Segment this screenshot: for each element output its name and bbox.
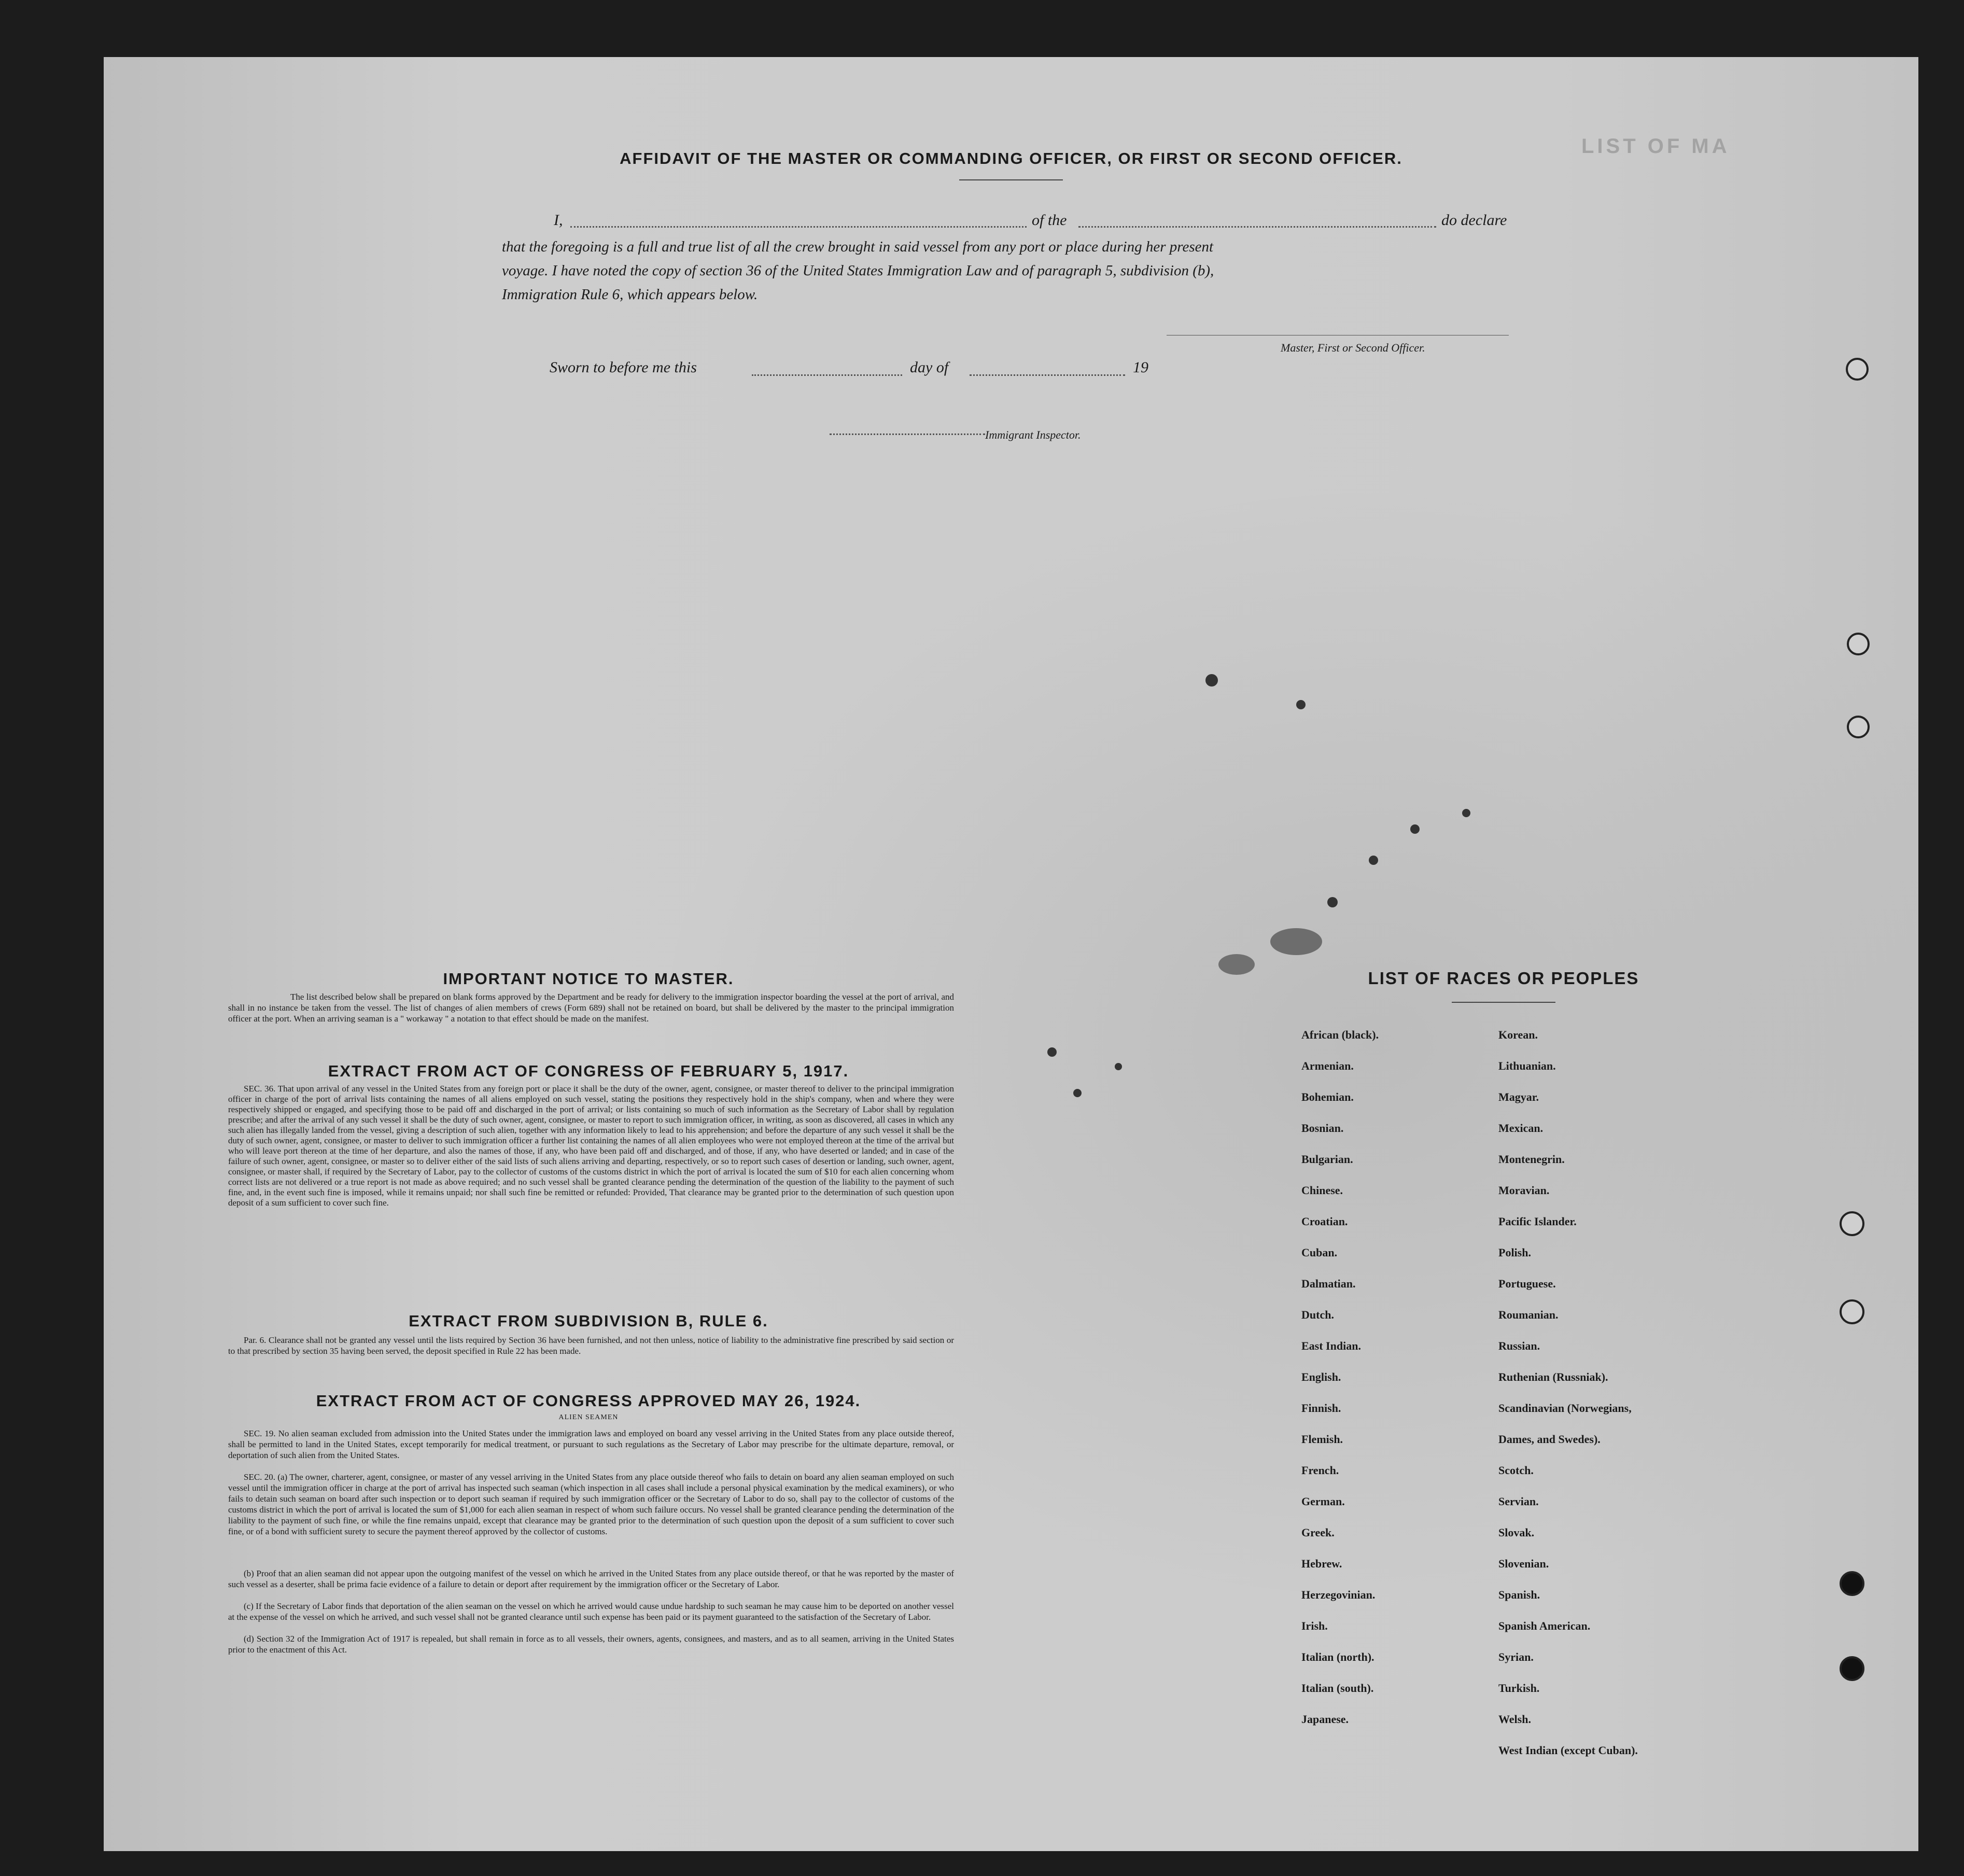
race-list-item: Bulgarian.	[1301, 1153, 1353, 1166]
affidavit-line4: Immigration Rule 6, which appears below.	[502, 286, 758, 303]
race-list-item: Japanese.	[1301, 1713, 1349, 1726]
ink-stain	[1296, 700, 1306, 709]
name-blank	[570, 226, 1027, 228]
extract-1924-subtitle: ALIEN SEAMEN	[558, 1413, 619, 1421]
race-list-item: Dutch.	[1301, 1308, 1334, 1321]
race-list-item: English.	[1301, 1370, 1341, 1383]
races-title-underline	[1452, 1002, 1555, 1003]
race-list-item: Bohemian.	[1301, 1090, 1354, 1103]
race-list-item: Flemish.	[1301, 1433, 1343, 1446]
vessel-blank	[1078, 226, 1436, 228]
ink-stain	[1218, 954, 1255, 975]
race-list-item: German.	[1301, 1495, 1345, 1508]
race-list-item: Slovenian.	[1498, 1557, 1549, 1570]
race-list-item: Armenian.	[1301, 1059, 1354, 1072]
ink-stain	[1462, 809, 1470, 817]
ink-stain	[1327, 897, 1338, 907]
race-list-item: Italian (north).	[1301, 1650, 1374, 1663]
race-list-item: Dames, and Swedes).	[1498, 1433, 1601, 1446]
race-list-item: Italian (south).	[1301, 1682, 1374, 1695]
sec-19: SEC. 19. No alien seaman excluded from admission into the United States under the immigration laws and employed on board any vessel arriving in the United States from any place outside thereof, shall be permitted to land in the United States, except temporarily for medical treatment, or pursuant to such regulations as the Secretary of Labor may prescribe for the ultimate departure, removal, or deportation of such alien from the United States.	[228, 1429, 954, 1460]
race-list-item: West Indian (except Cuban).	[1498, 1744, 1638, 1757]
sworn-day-of: day of	[910, 359, 949, 376]
race-list-item: Slovak.	[1498, 1526, 1535, 1539]
ink-stain	[1410, 824, 1420, 834]
inspector-blank	[830, 433, 985, 435]
notice-title: IMPORTANT NOTICE TO MASTER.	[443, 970, 734, 988]
binder-hole	[1847, 716, 1870, 738]
ink-stain	[1047, 1047, 1057, 1057]
race-list-item: French.	[1301, 1464, 1339, 1477]
race-list-item: African (black).	[1301, 1028, 1379, 1041]
sec-20a: SEC. 20. (a) The owner, charterer, agent, consignee, or master of any vessel arriving in the United States from any place outside thereof who fails to detain on board any alien seaman employed on such vessel until the immigration officer in charge at the port of arrival has inspected such seaman (which inspection in all cases shall include a personal physical examination by the medical examiners), or who fails to detain such seaman on board after such inspection or to deport such seaman if required by such immigration officer or the Secretary of Labor to do so, shall pay to the collector of customs of the customs district in which the port of arrival is located the sum of $1,000 for each alien seaman in respect of whom such failure occurs. No vessel shall be granted clearance pending the determination of the liability to the payment of such fine, or while the fine remains unpaid, except that clearance may be granted prior to the determination of such question upon the deposit of a sum sufficient to cover such fine, or of a bond with sufficient surety to secure the payment thereof approved by the collector of customs.	[228, 1472, 954, 1536]
affidavit-do-declare: do declare	[1441, 212, 1507, 229]
race-list-item: Montenegrin.	[1498, 1153, 1565, 1166]
race-list-item: Greek.	[1301, 1526, 1335, 1539]
title-underline	[959, 179, 1063, 180]
race-list-item: Ruthenian (Russniak).	[1498, 1370, 1608, 1383]
affidavit-line3: voyage. I have noted the copy of section 36 of the United States Immigration Law and of paragraph 5, subdivision (b),	[502, 262, 1214, 279]
affidavit-title: AFFIDAVIT OF THE MASTER OR COMMANDING OFFICER, OR FIRST OR SECOND OFFICER.	[620, 149, 1402, 167]
races-right-column	[1498, 1019, 1638, 1766]
race-list-item: Roumanian.	[1498, 1308, 1559, 1321]
affidavit-of-the: of the	[1032, 212, 1067, 229]
race-list-item: Irish.	[1301, 1619, 1328, 1632]
race-list-item: East Indian.	[1301, 1339, 1361, 1352]
race-list-item: Magyar.	[1498, 1090, 1539, 1103]
binder-hole	[1840, 1211, 1864, 1236]
ink-stain	[1073, 1089, 1082, 1097]
sec-20b: (b) Proof that an alien seaman did not appear upon the outgoing manifest of the vessel on which he arrived in the United States from any place outside thereof, or that he was reported by the master of such vessel as a deserter, shall be prima facie evidence of a failure to detain or deport after requirement by the immigration officer or the Secretary of Labor.	[228, 1569, 954, 1589]
ink-stain	[1115, 1063, 1122, 1070]
race-list-item: Mexican.	[1498, 1122, 1544, 1135]
race-list-item: Chinese.	[1301, 1184, 1343, 1197]
race-list-item: Bosnian.	[1301, 1122, 1344, 1135]
sec-20c: (c) If the Secretary of Labor finds that deportation of the alien seaman on the vessel on which he arrived would cause undue hardship to such seaman he may cause him to be deported on another vessel at the expense of the vessel on which he arrived, and such vessel shall not be granted clearance until such expense has been paid or its payment guaranteed to the satisfaction of the Secretary of Labor.	[228, 1601, 954, 1622]
race-list-item: Croatian.	[1301, 1215, 1348, 1228]
race-list-item: Russian.	[1498, 1339, 1540, 1352]
race-list-item: Polish.	[1498, 1246, 1531, 1259]
race-list-item: Finnish.	[1301, 1402, 1341, 1415]
race-list-item: Turkish.	[1498, 1682, 1540, 1695]
binder-hole	[1847, 633, 1870, 655]
inspector-caption: Immigrant Inspector.	[985, 428, 1081, 441]
race-list-item: Spanish American.	[1498, 1619, 1591, 1632]
extract-1917-body: SEC. 36. That upon arrival of any vessel in the United States from any foreign port or place it shall be the duty of the owner, agent, consignee, or master thereof to deliver to the principal immigration officer in charge of the port of arrival lists containing the names of all aliens employed on such vessel, stating the positions they respectively hold in the ship's company, when and where they were respectively shipped or engaged, and specifying those to be paid off and discharged in the port of arrival; or lists containing so much of such information as the Secretary of Labor shall by regulation prescribe; and after the arrival of any such vessel it shall be the duty of such owner, agent, consignee, or master to report to such immigration officer, in writing, as soon as discovered, all cases in which any such alien has illegally landed from the vessel, giving a description of such alien, together with any information likely to lead to his apprehension; and before the departure of any such vessel it shall be the duty of such owner, agent, consignee, or master to deliver to such immigration officer a further list containing the names of all alien employees who were not employed thereon at the time of the arrival but who will leave port thereon at the time of her departure, and also the names of those, if any, who have been paid off and discharged, and of those, if any, who have deserted or landed; and in case of the failure of such owner, agent, consignee, or master so to deliver either of the said lists of such aliens arriving and departing, respectively, or so to report such cases of desertion or landing, such owner, agent, consignee, or master shall, if required by the Secretary of Labor, pay to the collector of customs of the customs district in which the port of arrival is located the sum of $10 for each alien concerning whom correct lists are not delivered or a true report is not made as above required; and no such vessel shall be granted clearance pending the determination of the question of the liability to the payment of such fine, and, in the event such fine is imposed, while it remains unpaid; nor shall such fine be remitted or refunded: Provided, That clearance may be granted prior to the determination of such question upon deposit of a sum sufficient to cover such fine.	[228, 1084, 954, 1208]
binder-hole	[1840, 1656, 1864, 1681]
ink-stain	[1205, 674, 1218, 687]
races-title: LIST OF RACES OR PEOPLES	[1368, 969, 1639, 988]
race-list-item: Pacific Islander.	[1498, 1215, 1577, 1228]
race-list-item: Lithuanian.	[1498, 1059, 1556, 1072]
affidavit-i: I,	[554, 212, 563, 229]
race-list-item: Cuban.	[1301, 1246, 1338, 1259]
affidavit-line2: that the foregoing is a full and true list of all the crew brought in said vessel from any port or place during her present	[502, 239, 1214, 255]
sworn-month-blank	[970, 374, 1125, 376]
race-list-item: Hebrew.	[1301, 1557, 1342, 1570]
race-list-item: Welsh.	[1498, 1713, 1531, 1726]
binder-hole	[1840, 1571, 1864, 1596]
race-list-item: Scandinavian (Norwegians,	[1498, 1402, 1632, 1415]
sworn-day-blank	[752, 374, 902, 376]
race-list-item: Portuguese.	[1498, 1277, 1556, 1290]
bleed-through-header: LIST OF MA	[1581, 135, 1730, 158]
extract-rule6-body: Par. 6. Clearance shall not be granted any vessel until the lists required by Section 36 have been furnished, and not then unless, notice of liability to the administrative fine prescribed by said section or to that prescribed by section 35 having been served, the deposit specified in Rule 22 has been made.	[228, 1335, 954, 1356]
extract-1924-title: EXTRACT FROM ACT OF CONGRESS APPROVED MAY 26, 1924.	[316, 1392, 861, 1410]
race-list-item: Scotch.	[1498, 1464, 1534, 1477]
extract-1917-title: EXTRACT FROM ACT OF CONGRESS OF FEBRUARY 5, 1917.	[328, 1062, 849, 1080]
race-list-item: Syrian.	[1498, 1650, 1534, 1663]
document-page	[104, 57, 1918, 1851]
race-list-item: Spanish.	[1498, 1588, 1540, 1601]
extract-rule6-title: EXTRACT FROM SUBDIVISION B, RULE 6.	[409, 1312, 768, 1330]
race-list-item: Servian.	[1498, 1495, 1539, 1508]
races-left-column	[1301, 1019, 1379, 1735]
race-list-item: Dalmatian.	[1301, 1277, 1356, 1290]
signature-caption: Master, First or Second Officer.	[1281, 341, 1425, 354]
sworn-prefix: Sworn to before me this	[550, 359, 697, 376]
race-list-item: Korean.	[1498, 1028, 1538, 1041]
sworn-year: 19	[1133, 359, 1148, 376]
notice-body: The list described below shall be prepared on blank forms approved by the Department and be ready for delivery to the immigration inspector boarding the vessel at the port of arrival, and shall in no instance be taken from the vessel. The list of changes of alien members of crews (Form 689) shall not be retained on board, but shall be delivered by the master to the principal immigration officer at the port. When an arriving seaman is a " workaway " a notation to that effect should be made on the manifest.	[228, 992, 954, 1024]
ink-stain	[1369, 856, 1378, 865]
binder-hole	[1840, 1299, 1864, 1324]
race-list-item: Herzegovinian.	[1301, 1588, 1376, 1601]
sec-20d: (d) Section 32 of the Immigration Act of 1917 is repealed, but shall remain in force as to all vessels, their owners, agents, consignees, and masters, and as to all seamen, arriving in the United States prior to the enactment of this Act.	[228, 1634, 954, 1655]
binder-hole	[1846, 358, 1869, 381]
ink-stain	[1270, 928, 1322, 955]
race-list-item: Moravian.	[1498, 1184, 1550, 1197]
